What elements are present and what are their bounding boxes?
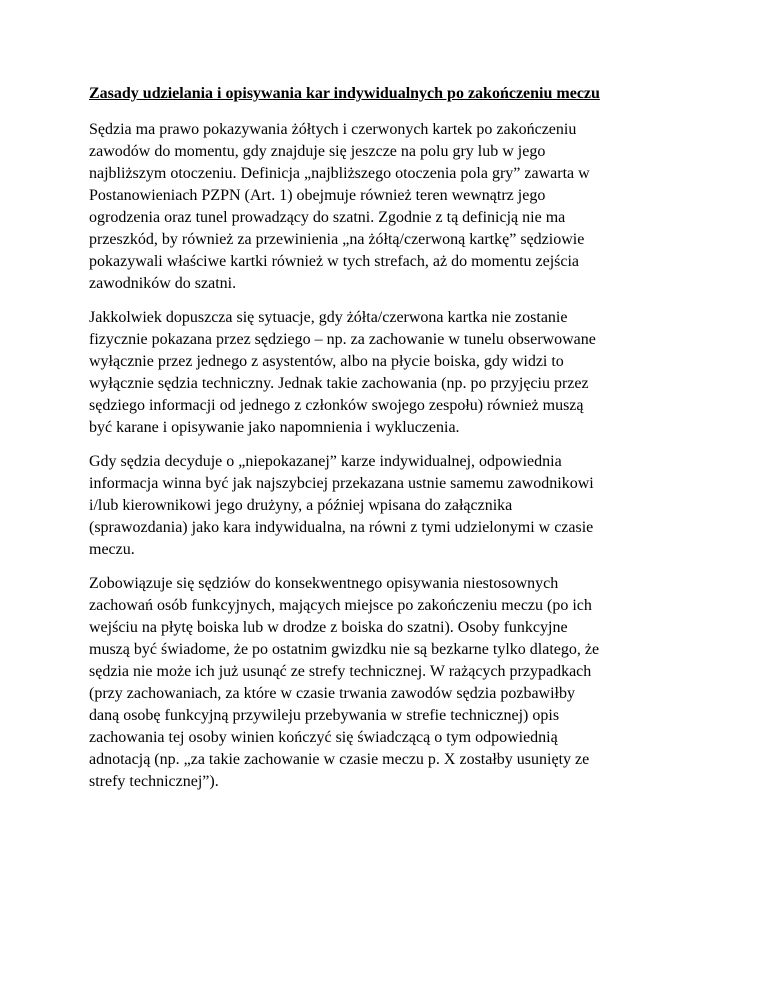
paragraph-line: zachowań osób funkcyjnych, mających miejsce po zakończeniu meczu (po ich	[89, 597, 592, 614]
paragraph-line: muszą być świadome, że po ostatnim gwizdku nie są bezkarne tylko dlatego, że	[89, 641, 600, 658]
paragraph-4	[89, 573, 679, 793]
document-title: Zasady udzielania i opisywania kar indywidualnych po zakończeniu meczu	[89, 85, 600, 102]
paragraph-line: strefy technicznej”).	[89, 773, 219, 790]
paragraph-1	[89, 119, 679, 295]
paragraph-line: Postanowieniach PZPN (Art. 1) obejmuje również teren wewnątrz jego	[89, 187, 546, 204]
paragraph-line: pokazywali właściwe kartki również w tych strefach, aż do momentu zejścia	[89, 253, 580, 270]
paragraph-line: fizycznie pokazana przez sędziego – np. za zachowanie w tunelu obserwowane	[89, 331, 596, 348]
paragraph-line: wejściu na płytę boiska lub w drodze z boiska do szatni). Osoby funkcyjne	[89, 619, 568, 636]
paragraph-line: wyłącznie sędzia techniczny. Jednak takie zachowania (np. po przyjęciu przez	[89, 375, 589, 392]
document-page	[89, 83, 679, 805]
paragraph-line: (przy zachowaniach, za które w czasie trwania zawodów sędzia pozbawiłby	[89, 685, 575, 702]
paragraph-line: Jakkolwiek dopuszcza się sytuacje, gdy żółta/czerwona kartka nie zostanie	[89, 309, 568, 326]
paragraph-line: (sprawozdania) jako kara indywidualna, na równi z tymi udzielonymi w czasie	[89, 519, 594, 536]
paragraph-line: adnotacją (np. „za takie zachowanie w czasie meczu p. X zostałby usunięty ze	[89, 751, 590, 768]
paragraph-line: zawodów do momentu, gdy znajduje się jeszcze na polu gry lub w jego	[89, 143, 546, 160]
paragraph-line: sędziego informacji od jednego z członków swojego zespołu) również muszą	[89, 397, 584, 414]
paragraph-line: najbliższym otoczeniu. Definicja „najbliższego otoczenia pola gry” zawarta w	[89, 165, 590, 182]
paragraph-line: Gdy sędzia decyduje o „niepokazanej” karze indywidualnej, odpowiednia	[89, 453, 562, 470]
paragraph-line: ogrodzenia oraz tunel prowadzący do szatni. Zgodnie z tą definicją nie ma	[89, 209, 566, 226]
paragraph-2	[89, 307, 679, 439]
paragraph-line: meczu.	[89, 541, 135, 558]
paragraph-line: daną osobę funkcyjną przywileju przebywania w strefie technicznej) opis	[89, 707, 560, 724]
paragraph-line: przeszkód, by również za przewinienia „na żółtą/czerwoną kartkę” sędziowie	[89, 231, 585, 248]
paragraph-line: Sędzia ma prawo pokazywania żółtych i czerwonych kartek po zakończeniu	[89, 121, 577, 138]
paragraph-line: Zobowiązuje się sędziów do konsekwentnego opisywania niestosownych	[89, 575, 559, 592]
paragraph-line: i/lub kierownikowi jego drużyny, a później wpisana do załącznika	[89, 497, 513, 514]
paragraph-line: sędzia nie może ich już usunąć ze strefy technicznej. W rażących przypadkach	[89, 663, 592, 680]
paragraph-line: zawodników do szatni.	[89, 275, 237, 292]
paragraph-line: wyłącznie przez jednego z asystentów, albo na płycie boiska, gdy widzi to	[89, 353, 564, 370]
paragraph-line: być karane i opisywanie jako napomnienia i wykluczenia.	[89, 419, 460, 436]
paragraph-line: zachowania tej osoby winien kończyć się świadczącą o tym odpowiednią	[89, 729, 558, 746]
paragraph-3	[89, 451, 679, 561]
paragraph-line: informacja winna być jak najszybciej przekazana ustnie samemu zawodnikowi	[89, 475, 594, 492]
